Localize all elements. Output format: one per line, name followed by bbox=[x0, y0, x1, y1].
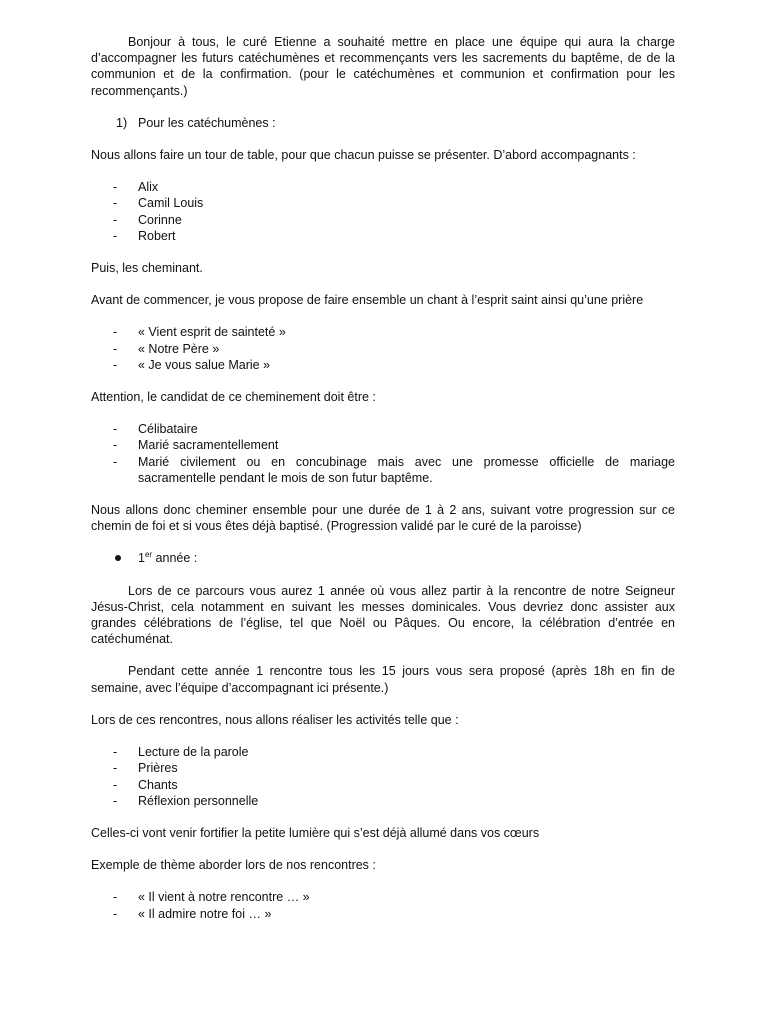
list-item: - « Il admire notre foi … » bbox=[113, 906, 272, 921]
themes-list bbox=[91, 889, 675, 921]
dash-marker: - bbox=[113, 325, 118, 340]
dash-marker: - bbox=[113, 341, 118, 356]
exemple-paragraph: Exemple de thème aborder lors de nos rencontres : bbox=[91, 858, 376, 873]
fortifier-paragraph: Celles-ci vont venir fortifier la petite lumière qui s’est déjà allumé dans vos cœurs bbox=[91, 825, 540, 840]
dash-marker: - bbox=[113, 777, 118, 792]
list-item: - Camil Louis bbox=[113, 196, 204, 211]
dash-marker: - bbox=[113, 180, 118, 195]
avant-commencer-paragraph: Avant de commencer, je vous propose de faire ensemble un chant à l’esprit saint ainsi qu’une prière bbox=[91, 293, 644, 308]
dash-marker: - bbox=[113, 357, 118, 372]
annee-heading: 1er année : bbox=[91, 550, 675, 566]
chants-list bbox=[91, 324, 675, 373]
lors-rencontres-paragraph: Lors de ces rencontres, nous allons réaliser les activités telle que : bbox=[91, 712, 459, 727]
dash-marker: - bbox=[113, 761, 118, 776]
list-item: - « Vient esprit de sainteté » bbox=[113, 325, 286, 340]
list-item: - Célibataire bbox=[113, 422, 198, 437]
cheminants-paragraph: Puis, les cheminant. bbox=[91, 261, 203, 276]
accompagnants-list bbox=[91, 179, 675, 244]
dash-marker: - bbox=[113, 422, 118, 437]
intro-paragraph: Bonjour à tous, le curé Etienne a souhaité mettre en place une équipe qui aura la charge d’accompagner les futurs catéchumènes et recommençants vers les sacrements du baptême, de de la communion et de la confirmation. (pour le catéchumènes et communion et confirmation pour les recommençants.) bbox=[91, 35, 675, 98]
list-item: - Robert bbox=[113, 228, 176, 243]
dash-marker: - bbox=[113, 906, 118, 921]
cheminer-paragraph: Nous allons donc cheminer ensemble pour une durée de 1 à 2 ans, suivant votre progression sur ce chemin de foi et si vous êtes déjà baptisé. (Progression validé par le curé de la paroisse) bbox=[91, 503, 675, 534]
dash-marker: - bbox=[113, 228, 118, 243]
dash-marker: - bbox=[113, 454, 118, 469]
bullet-dot-icon bbox=[115, 555, 121, 561]
dash-marker: - bbox=[113, 890, 118, 905]
candidat-list bbox=[91, 421, 675, 486]
list-item: - Marié sacramentellement bbox=[113, 438, 279, 453]
section-heading-catechumenes bbox=[91, 115, 675, 131]
section-number: 1) bbox=[116, 115, 128, 130]
dash-marker: - bbox=[113, 196, 118, 211]
activites-list bbox=[91, 744, 675, 809]
dash-marker: - bbox=[113, 438, 118, 453]
list-item: - Réflexion personnelle bbox=[113, 793, 259, 808]
dash-marker: - bbox=[113, 793, 118, 808]
list-item: - Marié civilement ou en concubinage mais avec une promesse officielle de mariage sacramentelle pendant le mois de son futur baptême. bbox=[113, 454, 675, 485]
pendant-paragraph: Pendant cette année 1 rencontre tous les 15 jours vous sera proposé (après 18h en fin de semaine, avec l’équipe d’accompagnant ici présente.) bbox=[91, 664, 675, 695]
dash-marker: - bbox=[113, 212, 118, 227]
dash-marker: - bbox=[113, 745, 118, 760]
list-item: - « Notre Père » bbox=[113, 341, 220, 356]
list-item: - Chants bbox=[113, 777, 178, 792]
list-item: - « Je vous salue Marie » bbox=[113, 357, 271, 372]
list-item: - Alix bbox=[113, 180, 159, 195]
tour-de-table-paragraph: Nous allons faire un tour de table, pour que chacun puisse se présenter. D’abord accompagnants : bbox=[91, 148, 636, 163]
list-item: - Lecture de la parole bbox=[113, 745, 249, 760]
list-item: - « Il vient à notre rencontre … » bbox=[113, 890, 310, 905]
list-item: - Corinne bbox=[113, 212, 182, 227]
list-item: - Prières bbox=[113, 761, 178, 776]
section-title: Pour les catéchumènes : bbox=[138, 115, 276, 130]
attention-paragraph: Attention, le candidat de ce cheminement doit être : bbox=[91, 390, 376, 405]
parcours-paragraph: Lors de ce parcours vous aurez 1 année où vous allez partir à la rencontre de notre Seigneur Jésus-Christ, cela notamment en suivant les messes dominicales. Vous devriez donc assister aux grandes célébrations de l’église, tel que Noël ou Pâques. Ou encore, la célébration d’entrée en catéchuménat. bbox=[91, 583, 675, 647]
